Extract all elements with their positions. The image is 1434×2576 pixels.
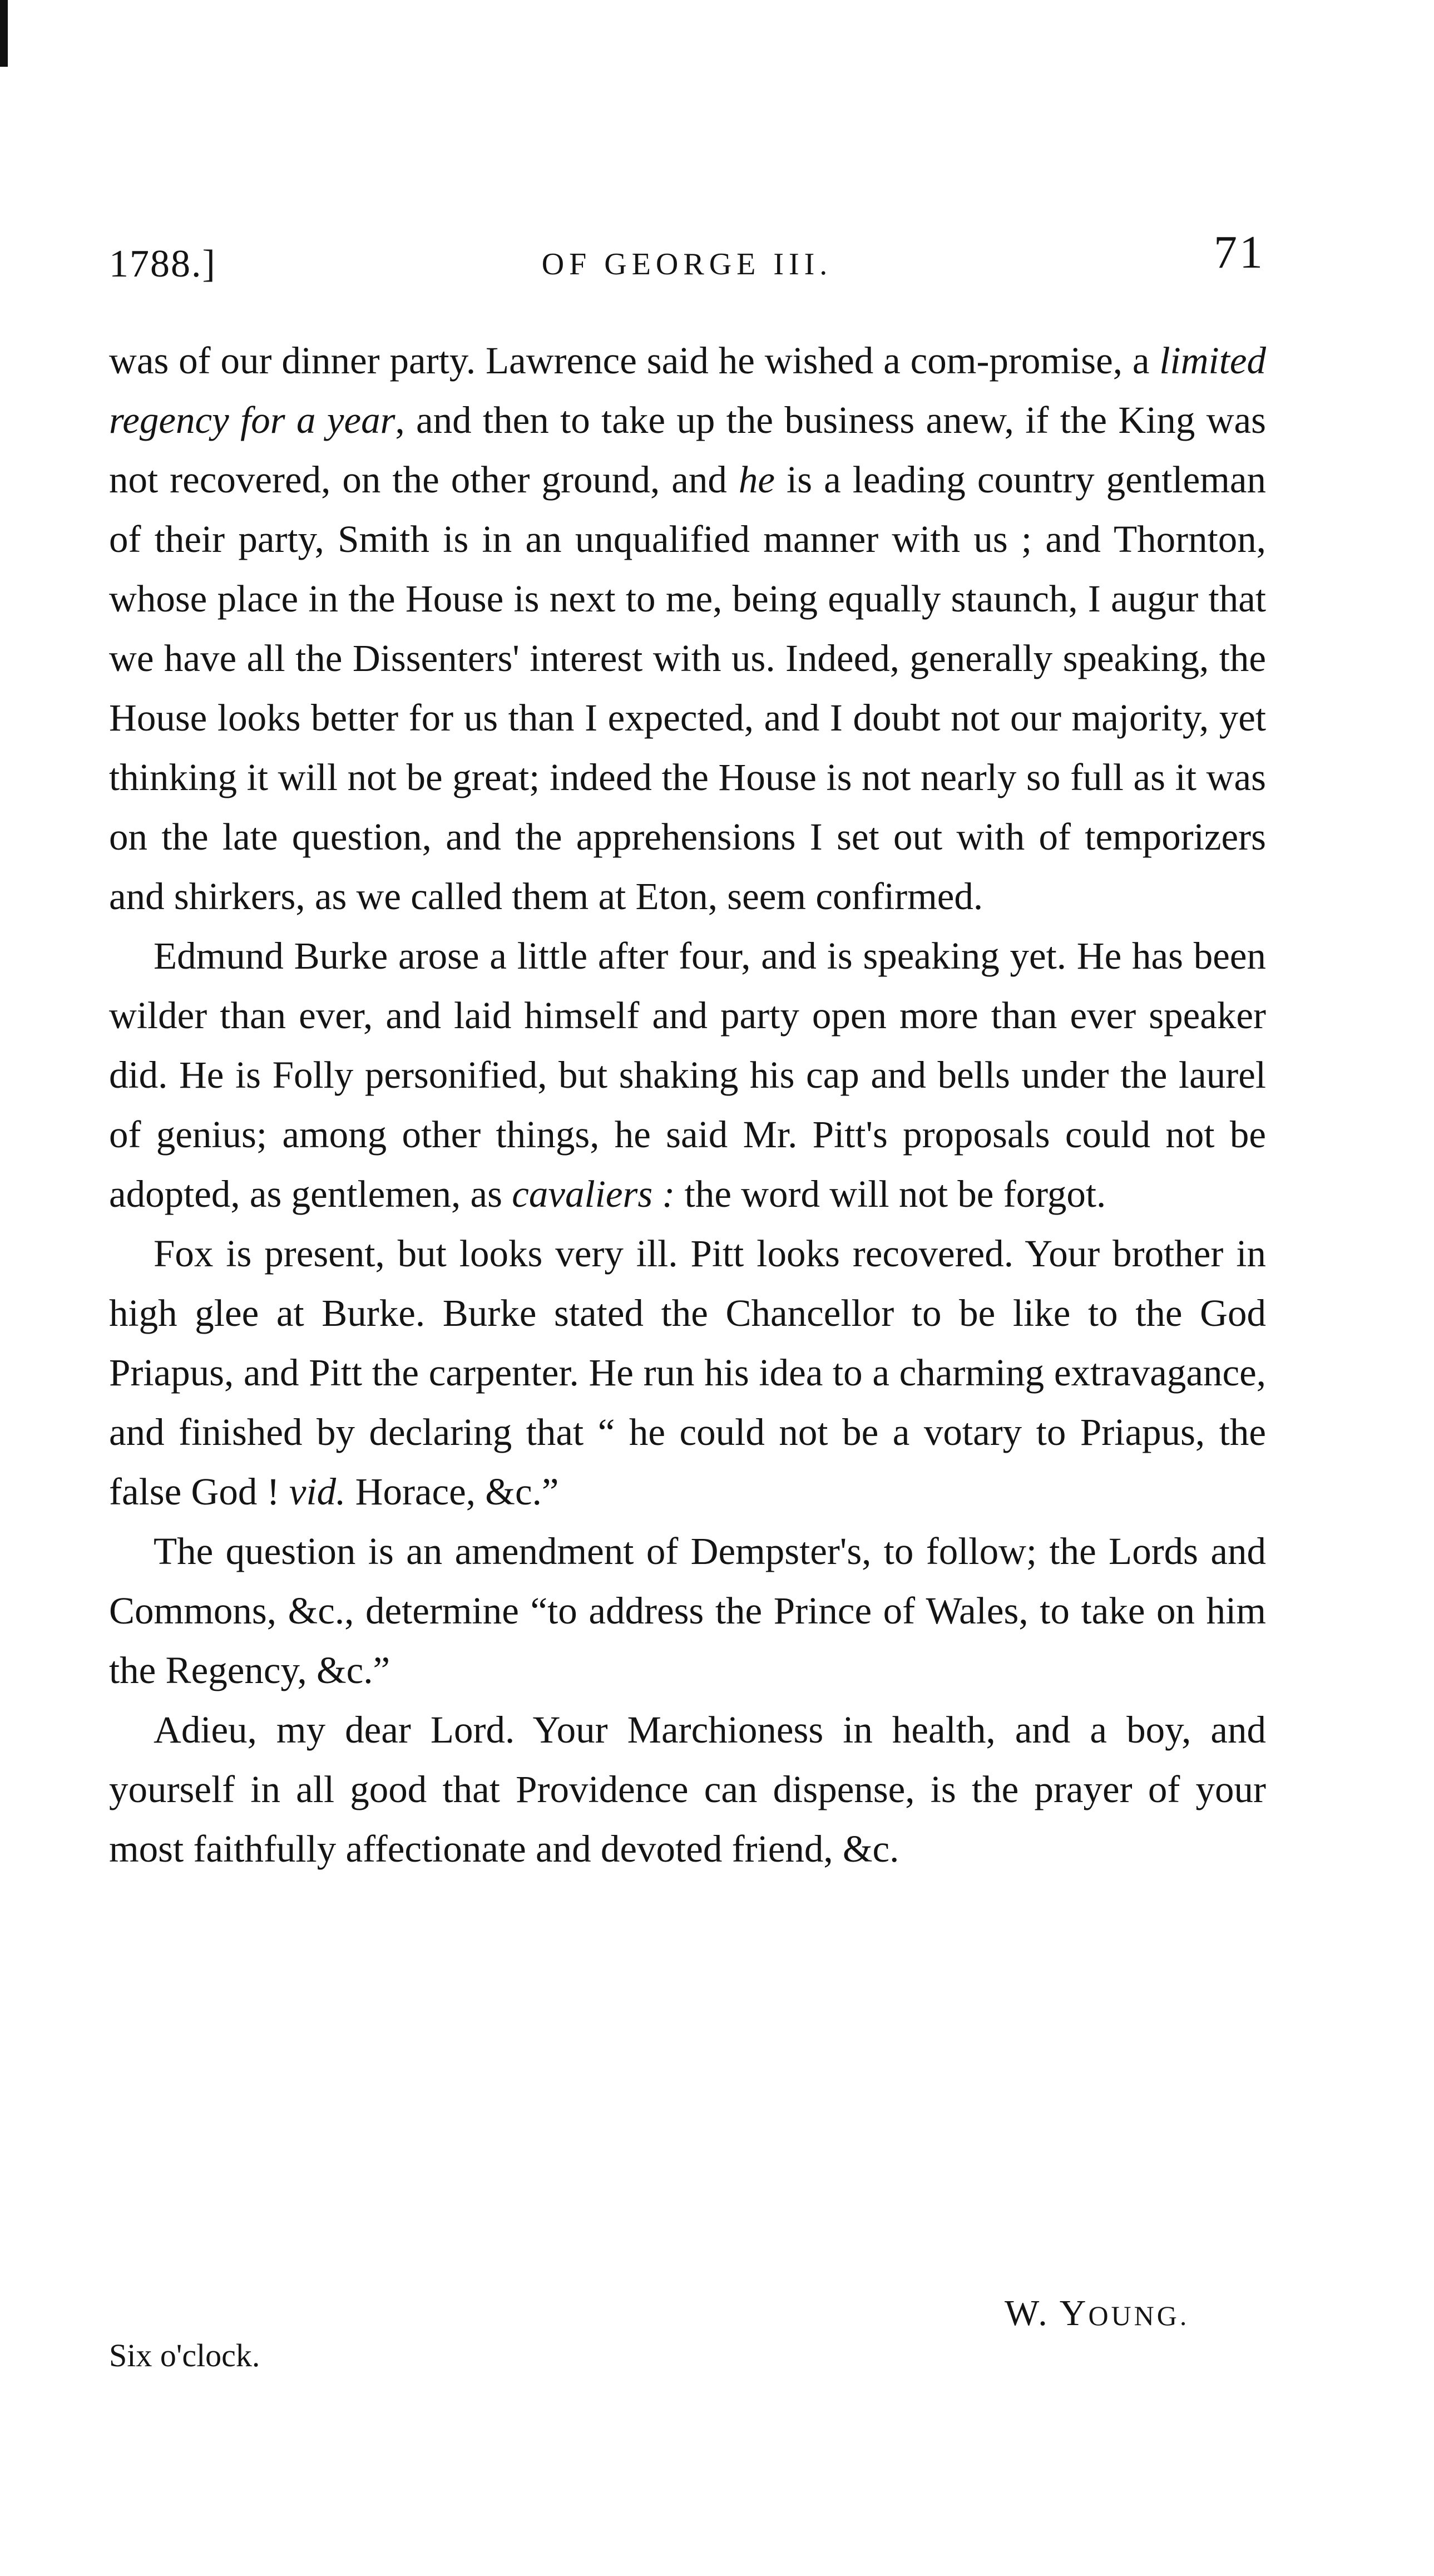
paragraph-2 [109, 926, 1266, 1224]
paragraph-2-emphasis-cavaliers: cavaliers : [512, 1173, 675, 1215]
signature [1005, 2292, 1189, 2335]
page-edge-mark [0, 0, 8, 67]
paragraph-1-text-a: was of our dinner party. Lawrence said he wished a com-promise, a [109, 339, 1160, 382]
paragraph-5: Adieu, my dear Lord. Your Marchioness in health, and a boy, and yourself in all good that Providence can dispense, is the prayer of your most faithfully affectionate and devoted friend, &c. [109, 1709, 1266, 1870]
running-title: OF GEORGE III. [541, 247, 833, 282]
header-year: 1788.] [109, 243, 216, 285]
paragraph-1-emphasis-he: he [738, 458, 775, 501]
signature-initial: W. Y [1005, 2293, 1089, 2333]
paragraph-1-text-c: is a leading country gentleman of their party, Smith is in an unqualified manner with us ; and Thornton, whose place in the House is next to me, being equally staunch, I augur that we have all the Dissenters' interest with us. Indeed, generally speaking, the House looks better for us than I expected, and I doubt not our majority, yet thinking it will not be great; indeed the House is not nearly so full as it was on the late question, and the apprehensions I set out with of temporizers and shirkers, as we called them at Eton, seem confirmed. [109, 458, 1266, 917]
paragraph-1-emphasis-regency: limited regency for a year [109, 339, 1266, 441]
signature-surname: OUNG. [1088, 2300, 1190, 2331]
paragraph-1-text-b: , and then to take up the business anew, if the King was not recovered, on the other ground, and [109, 399, 1266, 501]
paragraph-3-text-a: Fox is present, but looks very ill. Pitt looks recovered. Your brother in high glee at Burke. Burke stated the Chancellor to be like to the God Priapus, and Pitt the carpenter. He run his idea to a charming extravagance, and finished by declaring that “ he could not be a votary to Priapus, the false God ! [109, 1232, 1266, 1513]
letter-closing [109, 2292, 1266, 2381]
paragraph-3-text-b: Horace, &c.” [345, 1470, 559, 1513]
paragraph-1 [109, 331, 1266, 926]
page-number: 71 [1214, 226, 1265, 278]
paragraph-4: The question is an amendment of Dempster's, to follow; the Lords and Commons, &c., determine “to address the Prince of Wales, to take on him the Regency, &c.” [109, 1530, 1266, 1691]
paragraph-2-text-a: Edmund Burke arose a little after four, and is speaking yet. He has been wilder than ever, and laid himself and party open more than ever speaker did. He is Folly personified, but shaking his cap and bells under the laurel of genius; among other things, he said Mr. Pitt's proposals could not be adopted, as gentlemen, as [109, 935, 1266, 1215]
letter-body [109, 331, 1266, 1879]
paragraph-2-text-b: the word will not be forgot. [675, 1173, 1106, 1215]
running-header [109, 225, 1265, 298]
paragraph-3 [109, 1224, 1266, 1522]
time-note: Six o'clock. [109, 2337, 260, 2373]
paragraph-3-emphasis-vid: vid. [289, 1470, 346, 1513]
